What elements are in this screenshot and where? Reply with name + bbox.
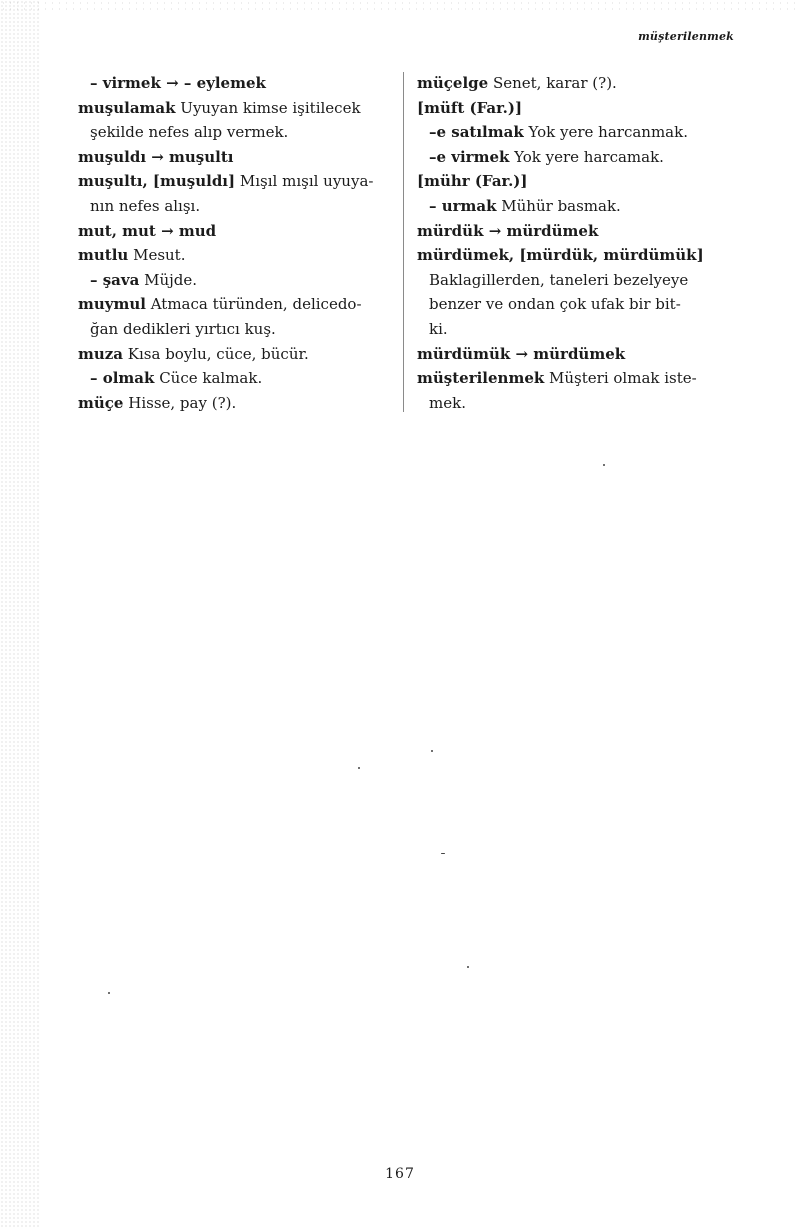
definition: Mühür basmak.: [496, 196, 621, 215]
headword: – virmek → – eylemek: [90, 74, 266, 92]
entry-line: [417, 194, 739, 219]
entry-line: [78, 292, 390, 317]
entry-line: [417, 391, 739, 416]
definition: Müşteri olmak iste-: [544, 369, 697, 388]
entry-line: [78, 96, 390, 121]
entry-line: [78, 391, 390, 416]
definition: ki.: [429, 319, 448, 338]
entry-line: [78, 243, 390, 268]
headword: mürdümek, [mürdük, mürdümük]: [417, 246, 704, 265]
headword: mürdümük → mürdümek: [417, 344, 626, 363]
entry-line: [417, 268, 739, 293]
definition: ğan dedikleri yırtıcı kuş.: [90, 319, 276, 338]
definition: Kısa boylu, cüce, bücür.: [123, 344, 309, 363]
headword: –e satılmak: [429, 123, 524, 142]
entry-line: [417, 342, 739, 367]
entry-line: [78, 268, 390, 293]
definition: Uyuyan kimse işitilecek: [175, 98, 361, 117]
entry-line: [78, 317, 390, 342]
definition: Yok yere harcamak.: [509, 147, 664, 166]
definition: Atmaca türünden, delicedo-: [145, 295, 362, 314]
scan-top-noise: [0, 0, 800, 12]
entry-line: [417, 169, 739, 194]
entry-line: [417, 145, 739, 170]
definition: Müjde.: [139, 270, 198, 289]
headword: muşulamak: [78, 98, 176, 117]
headword: [müft (Far.)]: [417, 98, 523, 117]
definition: Senet, karar (?).: [488, 74, 617, 92]
headword: muymul: [78, 295, 146, 314]
running-header: müşterilenmek: [638, 30, 734, 43]
definition: benzer ve ondan çok ufak bir bit-: [429, 295, 681, 314]
entry-line: [78, 145, 390, 170]
scan-speck: [467, 966, 469, 968]
definition: Mesut.: [128, 246, 186, 265]
entry-line: [78, 71, 390, 96]
headword: – urmak: [429, 196, 497, 215]
entry-line: [78, 366, 390, 391]
entry-line: [78, 342, 390, 367]
scan-speck: [431, 750, 433, 752]
definition: Baklagillerden, taneleri bezelyeye: [429, 270, 689, 289]
headword: mürdük → mürdümek: [417, 221, 599, 240]
definition: mek.: [429, 393, 466, 412]
column-divider: [403, 72, 404, 412]
headword: müçelge: [417, 74, 489, 92]
entry-line: [417, 366, 739, 391]
headword: muza: [78, 344, 124, 363]
scan-edge-noise: [0, 0, 40, 1229]
headword: muşultı, [muşuldı]: [78, 172, 236, 191]
entry-line: [417, 243, 739, 268]
definition: Mışıl mışıl uyuya-: [235, 172, 374, 191]
entry-line: [417, 292, 739, 317]
headword: muşuldı → muşultı: [78, 147, 234, 166]
definition: Yok yere harcanmak.: [523, 123, 688, 142]
headword: – olmak: [90, 369, 155, 388]
definition: nın nefes alışı.: [90, 196, 201, 215]
entry-line: [78, 219, 390, 244]
headword: [mühr (Far.)]: [417, 172, 528, 191]
headword: müşterilenmek: [417, 369, 545, 388]
entry-line: [417, 96, 739, 121]
definition: Hisse, pay (?).: [123, 393, 237, 412]
scan-speck: [603, 464, 605, 466]
entry-line: [78, 169, 390, 194]
headword: –e virmek: [429, 147, 510, 166]
scan-speck: [358, 767, 360, 769]
entry-line: [417, 71, 739, 96]
headword: mutlu: [78, 246, 129, 265]
headword: müçe: [78, 393, 124, 412]
entry-line: [417, 219, 739, 244]
entry-line: [417, 317, 739, 342]
entry-line: [417, 120, 739, 145]
entry-line: [78, 194, 390, 219]
headword: – şava: [90, 270, 140, 289]
right-column: [417, 71, 739, 415]
left-column: [78, 71, 390, 415]
definition: şekilde nefes alıp vermek.: [90, 123, 289, 142]
entry-line: [78, 120, 390, 145]
headword: mut, mut → mud: [78, 221, 217, 240]
page-number: 167: [385, 1166, 415, 1182]
scan-speck: [441, 853, 445, 854]
scan-speck: [108, 992, 110, 994]
definition: Cüce kalmak.: [154, 369, 263, 388]
